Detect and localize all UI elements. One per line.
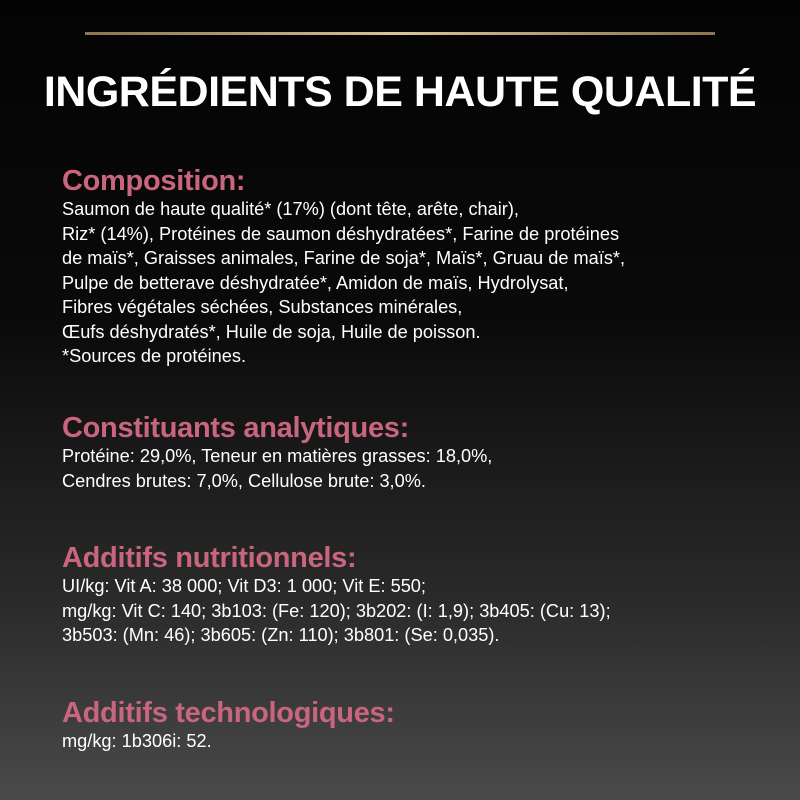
technological-additives-section (62, 697, 782, 754)
analytical-constituents-text (62, 444, 782, 493)
technological-additives-heading: Additifs technologiques: (62, 697, 395, 729)
composition-section (62, 165, 782, 369)
nutritional-line: mg/kg: Vit C: 140; 3b103: (Fe: 120); 3b202: (I: 1,9); 3b405: (Cu: 13); (62, 600, 611, 621)
composition-line: Pulpe de betterave déshydratée*, Amidon de maïs, Hydrolysat, (62, 272, 569, 293)
composition-line: Fibres végétales séchées, Substances minérales, (62, 297, 463, 317)
technological-additives-text (62, 729, 782, 754)
nutritional-line: 3b503: (Mn: 46); 3b605: (Zn: 110); 3b801: (Se: 0,035). (62, 625, 500, 645)
composition-line: Œufs déshydratés*, Huile de soja, Huile de poisson. (62, 321, 481, 342)
nutritional-additives-heading: Additifs nutritionnels: (62, 542, 357, 574)
nutritional-additives-text (62, 574, 782, 648)
nutritional-additives-section (62, 542, 782, 648)
analytical-constituents-section (62, 412, 782, 493)
composition-text (62, 197, 782, 369)
top-divider (85, 32, 715, 35)
protein-sources-footnote: *Sources de protéines. (62, 346, 247, 366)
analytical-line: Protéine: 29,0%, Teneur en matières grasses: 18,0%, (62, 446, 493, 466)
composition-line: Riz* (14%), Protéines de saumon déshydratées*, Farine de protéines (62, 223, 620, 244)
analytical-constituents-heading: Constituants analytiques: (62, 412, 409, 444)
composition-line: de maïs*, Graisses animales, Farine de soja*, Maïs*, Gruau de maïs*, (62, 248, 626, 268)
technological-line: mg/kg: 1b306i: 52. (62, 731, 212, 751)
analytical-line: Cendres brutes: 7,0%, Cellulose brute: 3,0%. (62, 470, 426, 491)
composition-heading: Composition: (62, 165, 246, 197)
page-title: INGRÉDIENTS DE HAUTE QUALITÉ (43, 68, 757, 116)
nutritional-line: UI/kg: Vit A: 38 000; Vit D3: 1 000; Vit E: 550; (62, 576, 426, 596)
composition-line: Saumon de haute qualité* (17%) (dont tête, arête, chair), (62, 199, 519, 219)
